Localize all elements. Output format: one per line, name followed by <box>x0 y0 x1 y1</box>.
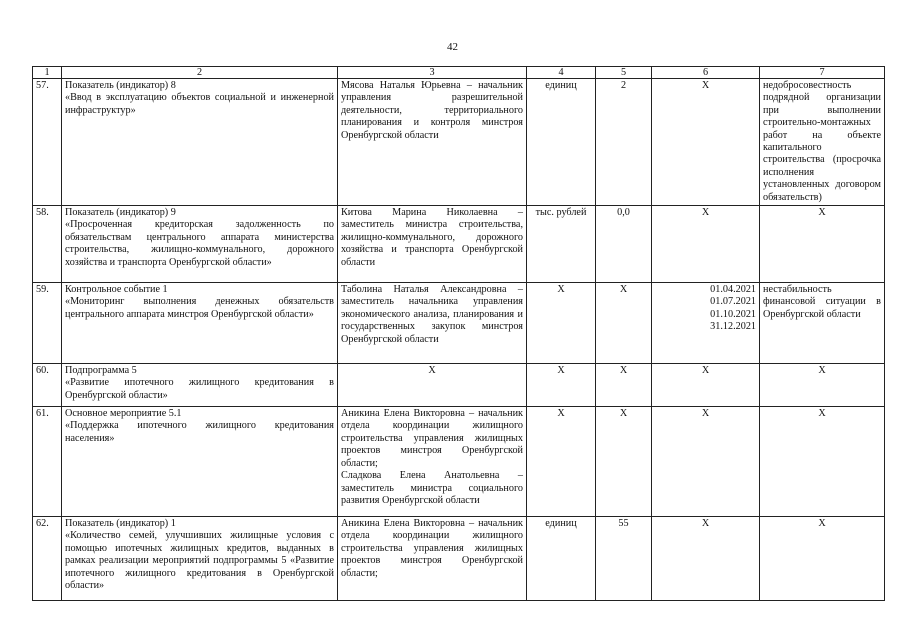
responsible-person: X <box>338 364 527 407</box>
item-title: Показатель (индикатор) 1 <box>65 518 176 530</box>
responsible-entry: Аникина Елена Викторовна – начальник отдела координации жилищного строительства управления жилищных проектов минстроя Оренбургской области; <box>341 408 523 469</box>
unit-cell: X <box>527 407 596 517</box>
responsible-person: Аникина Елена Викторовна – начальник отдела координации жилищного строительства управления жилищных проектов минстроя Оренбургской области; <box>338 517 527 601</box>
value-cell: X <box>596 364 652 407</box>
item-name <box>62 283 338 364</box>
table-row <box>33 364 885 407</box>
item-title: Основное мероприятие 5.1 <box>65 408 182 420</box>
row-number: 60. <box>33 364 62 407</box>
row-number: 58. <box>33 206 62 283</box>
responsible-person: Таболина Наталья Александровна – заместитель начальника управления экономического анализа, планирования и государственных закупок минстроя Оренбургской области <box>338 283 527 364</box>
plan-table <box>32 66 885 601</box>
item-title: Показатель (индикатор) 8 <box>65 80 176 91</box>
responsible-person: Китова Марина Николаевна – заместитель министра строительства, жилищно-коммунального, дорожного хозяйства и транспорта Оренбургской области <box>338 206 527 283</box>
header-cell: 7 <box>760 67 885 79</box>
item-name <box>62 79 338 206</box>
value-cell: 55 <box>596 517 652 601</box>
item-name <box>62 364 338 407</box>
deadline-cell: X <box>652 206 760 283</box>
header-cell: 2 <box>62 67 338 79</box>
responsible-person: Мясова Наталья Юрьевна – начальник управления разрешительной деятельности, территориального планирования и контроля минстроя Оренбургской области <box>338 79 527 206</box>
risk-cell: нестабильность финансовой ситуации в Оренбургской области <box>760 283 885 364</box>
item-description: «Развитие ипотечного жилищного кредитования в Оренбургской области» <box>65 377 334 401</box>
row-number: 57. <box>33 79 62 206</box>
item-name <box>62 407 338 517</box>
item-description: «Количество семей, улучшивших жилищные условия с помощью ипотечных жилищных кредитов, выданных в рамках реализации мероприятий подпрограммы 5 «Развитие ипотечного жилищного кредитования в Оренбургской области» <box>65 530 334 592</box>
deadline-date: 01.04.2021 <box>710 284 756 296</box>
item-description: «Просроченная кредиторская задолженность по обязательствам центрального аппарата министерства строительства, жилищно-коммунального, дорожного хозяйства и транспорта Оренбургской области» <box>65 219 334 268</box>
row-number: 62. <box>33 517 62 601</box>
deadline-cell: X <box>652 79 760 206</box>
deadline-date: 01.07.2021 <box>710 296 756 308</box>
table-row <box>33 283 885 364</box>
unit-cell: единиц <box>527 517 596 601</box>
item-title: Показатель (индикатор) 9 <box>65 207 176 219</box>
item-description: «Мониторинг выполнения денежных обязательств центрального аппарата минстроя Оренбургской области» <box>65 296 334 320</box>
value-cell: 2 <box>596 79 652 206</box>
item-description: «Поддержка ипотечного жилищного кредитования населения» <box>65 420 334 444</box>
header-cell: 1 <box>33 67 62 79</box>
header-row <box>33 67 885 79</box>
risk-cell: недобросовестность подрядной организации при выполнении строительно-монтажных работ на объекте капитального строительства (просрочка исполнения установленных договором обязательств) <box>760 79 885 206</box>
table-row <box>33 517 885 601</box>
header-cell: 4 <box>527 67 596 79</box>
responsible-person <box>338 407 527 517</box>
value-cell: X <box>596 407 652 517</box>
deadline-date: 31.12.2021 <box>710 321 756 333</box>
item-name <box>62 206 338 283</box>
item-description: «Ввод в эксплуатацию объектов социальной и инженерной инфраструктур» <box>65 92 334 116</box>
deadline-cell: X <box>652 517 760 601</box>
row-number: 61. <box>33 407 62 517</box>
item-title: Подпрограмма 5 <box>65 365 137 377</box>
row-number: 59. <box>33 283 62 364</box>
deadline-cell: X <box>652 364 760 407</box>
deadline-cell: X <box>652 407 760 517</box>
unit-cell: X <box>527 283 596 364</box>
unit-cell: тыс. рублей <box>527 206 596 283</box>
unit-cell: X <box>527 364 596 407</box>
risk-cell: X <box>760 407 885 517</box>
table-row <box>33 206 885 283</box>
risk-cell: X <box>760 206 885 283</box>
risk-cell: X <box>760 517 885 601</box>
value-cell: X <box>596 283 652 364</box>
item-title: Контрольное событие 1 <box>65 284 168 296</box>
unit-cell: единиц <box>527 79 596 206</box>
table-row <box>33 407 885 517</box>
page-number: 42 <box>447 41 458 53</box>
item-name <box>62 517 338 601</box>
table-row <box>33 79 885 206</box>
header-cell: 3 <box>338 67 527 79</box>
header-cell: 6 <box>652 67 760 79</box>
deadline-cell <box>652 283 760 364</box>
responsible-entry: Сладкова Елена Анатольевна – заместитель министра социального развития Оренбургской области <box>341 470 523 506</box>
header-cell: 5 <box>596 67 652 79</box>
deadline-date: 01.10.2021 <box>710 308 756 320</box>
risk-cell: X <box>760 364 885 407</box>
value-cell: 0,0 <box>596 206 652 283</box>
